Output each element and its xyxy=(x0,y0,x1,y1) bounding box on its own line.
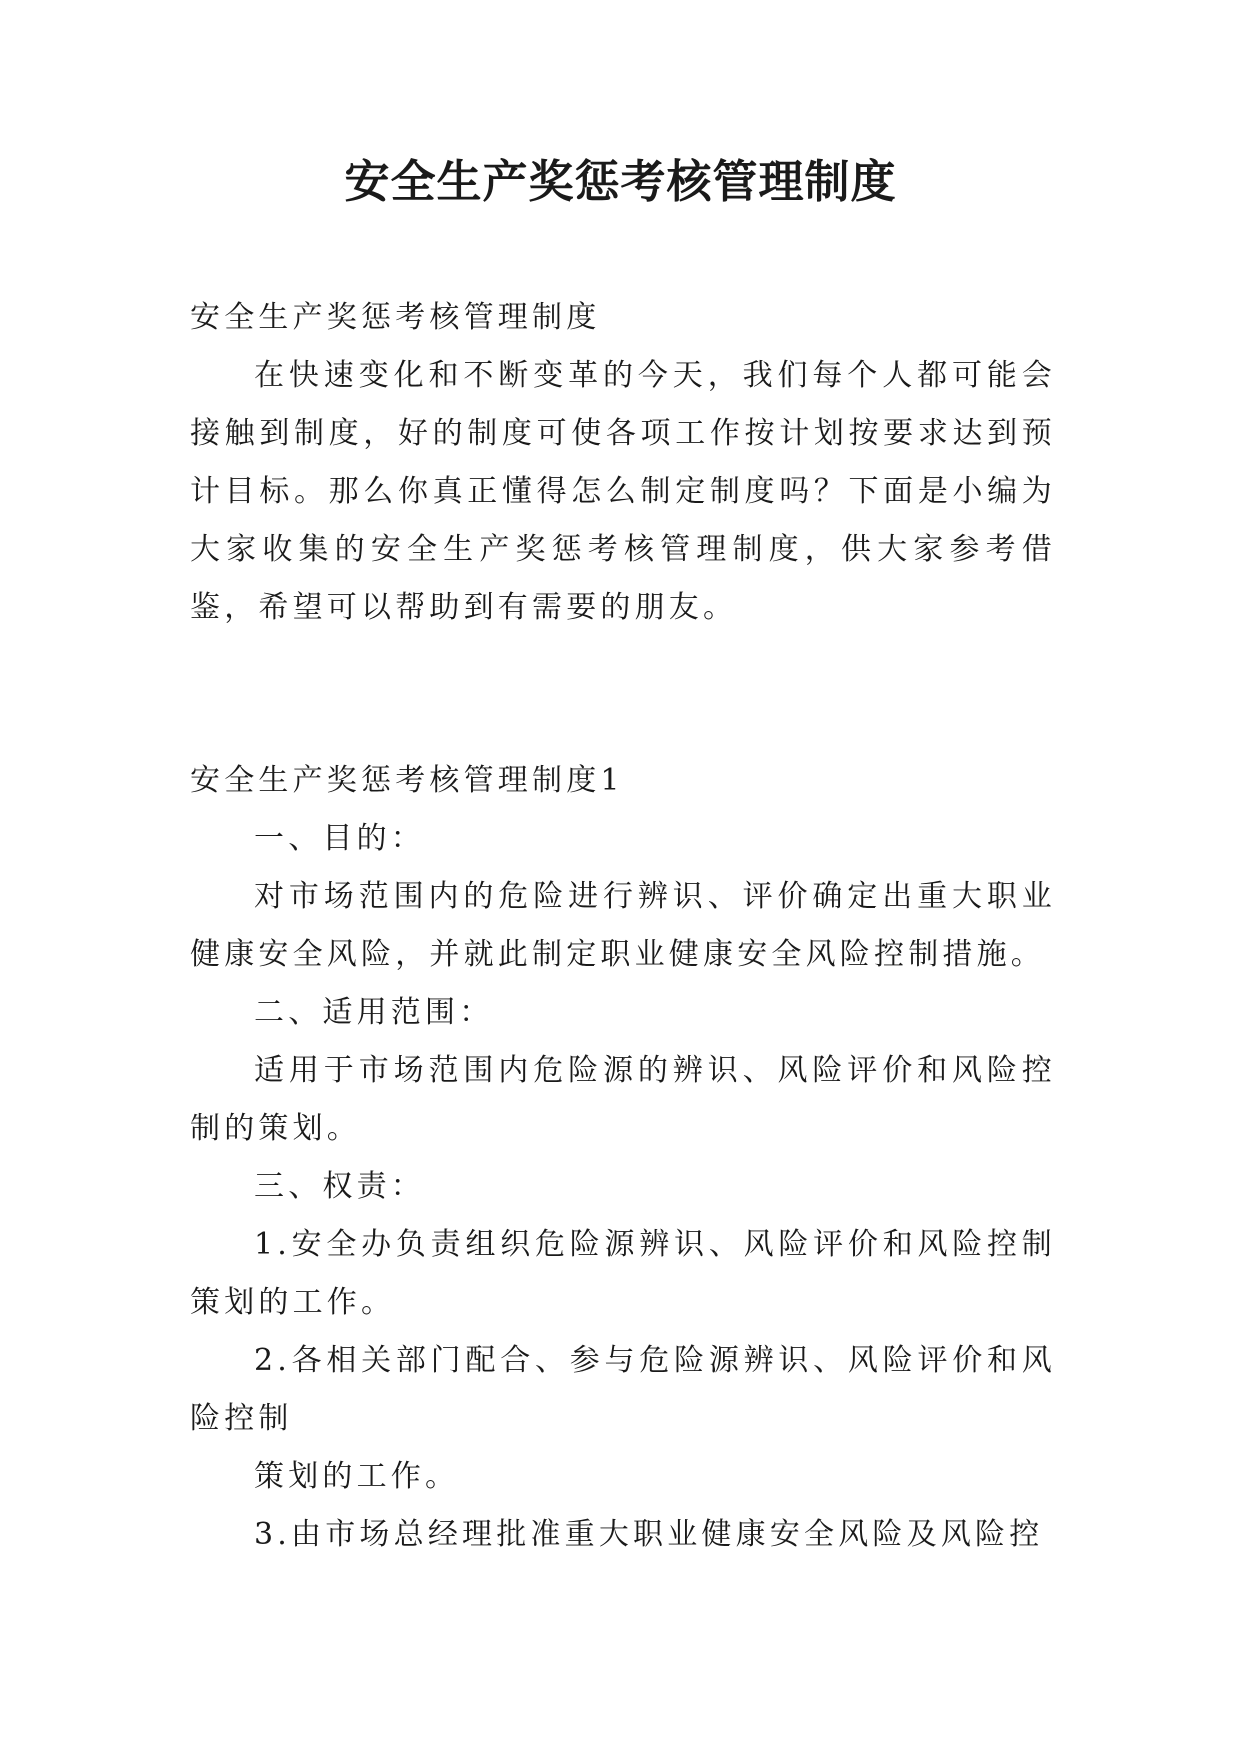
intro-block xyxy=(190,289,1056,637)
responsibility-item-2-continued: 策划的工作。 xyxy=(254,1459,460,1494)
purpose-paragraph: 对市场范围内的危险进行辨识、评价确定出重大职业健康安全风险，并就此制定职业健康安全风险控制措施。 xyxy=(190,879,1056,972)
intro-heading: 安全生产奖惩考核管理制度 xyxy=(190,300,601,335)
intro-paragraph: 在快速变化和不断变革的今天，我们每个人都可能会接触到制度，好的制度可使各项工作按计划按要求达到预计目标。那么你真正懂得怎么制定制度吗？下面是小编为大家收集的安全生产奖惩考核管理制度，供大家参考借鉴，希望可以帮助到有需要的朋友。 xyxy=(190,358,1056,625)
scope-heading: 二、适用范围： xyxy=(254,995,494,1030)
scope-paragraph: 适用于市场范围内危险源的辨识、风险评价和风险控制的策划。 xyxy=(190,1053,1056,1146)
section-1-block xyxy=(190,752,1056,1564)
responsibilities-heading: 三、权责： xyxy=(254,1169,425,1204)
document-title: 安全生产奖惩考核管理制度 xyxy=(344,155,897,208)
section-1-heading: 安全生产奖惩考核管理制度1 xyxy=(190,763,624,798)
purpose-heading: 一、目的： xyxy=(254,821,425,856)
responsibility-item-1: 1.安全办负责组织危险源辨识、风险评价和风险控制策划的工作。 xyxy=(190,1227,1056,1320)
responsibility-item-2: 2.各相关部门配合、参与危险源辨识、风险评价和风险控制 xyxy=(190,1343,1056,1436)
responsibility-item-3: 3.由市场总经理批准重大职业健康安全风险及风险控 xyxy=(254,1517,1044,1552)
